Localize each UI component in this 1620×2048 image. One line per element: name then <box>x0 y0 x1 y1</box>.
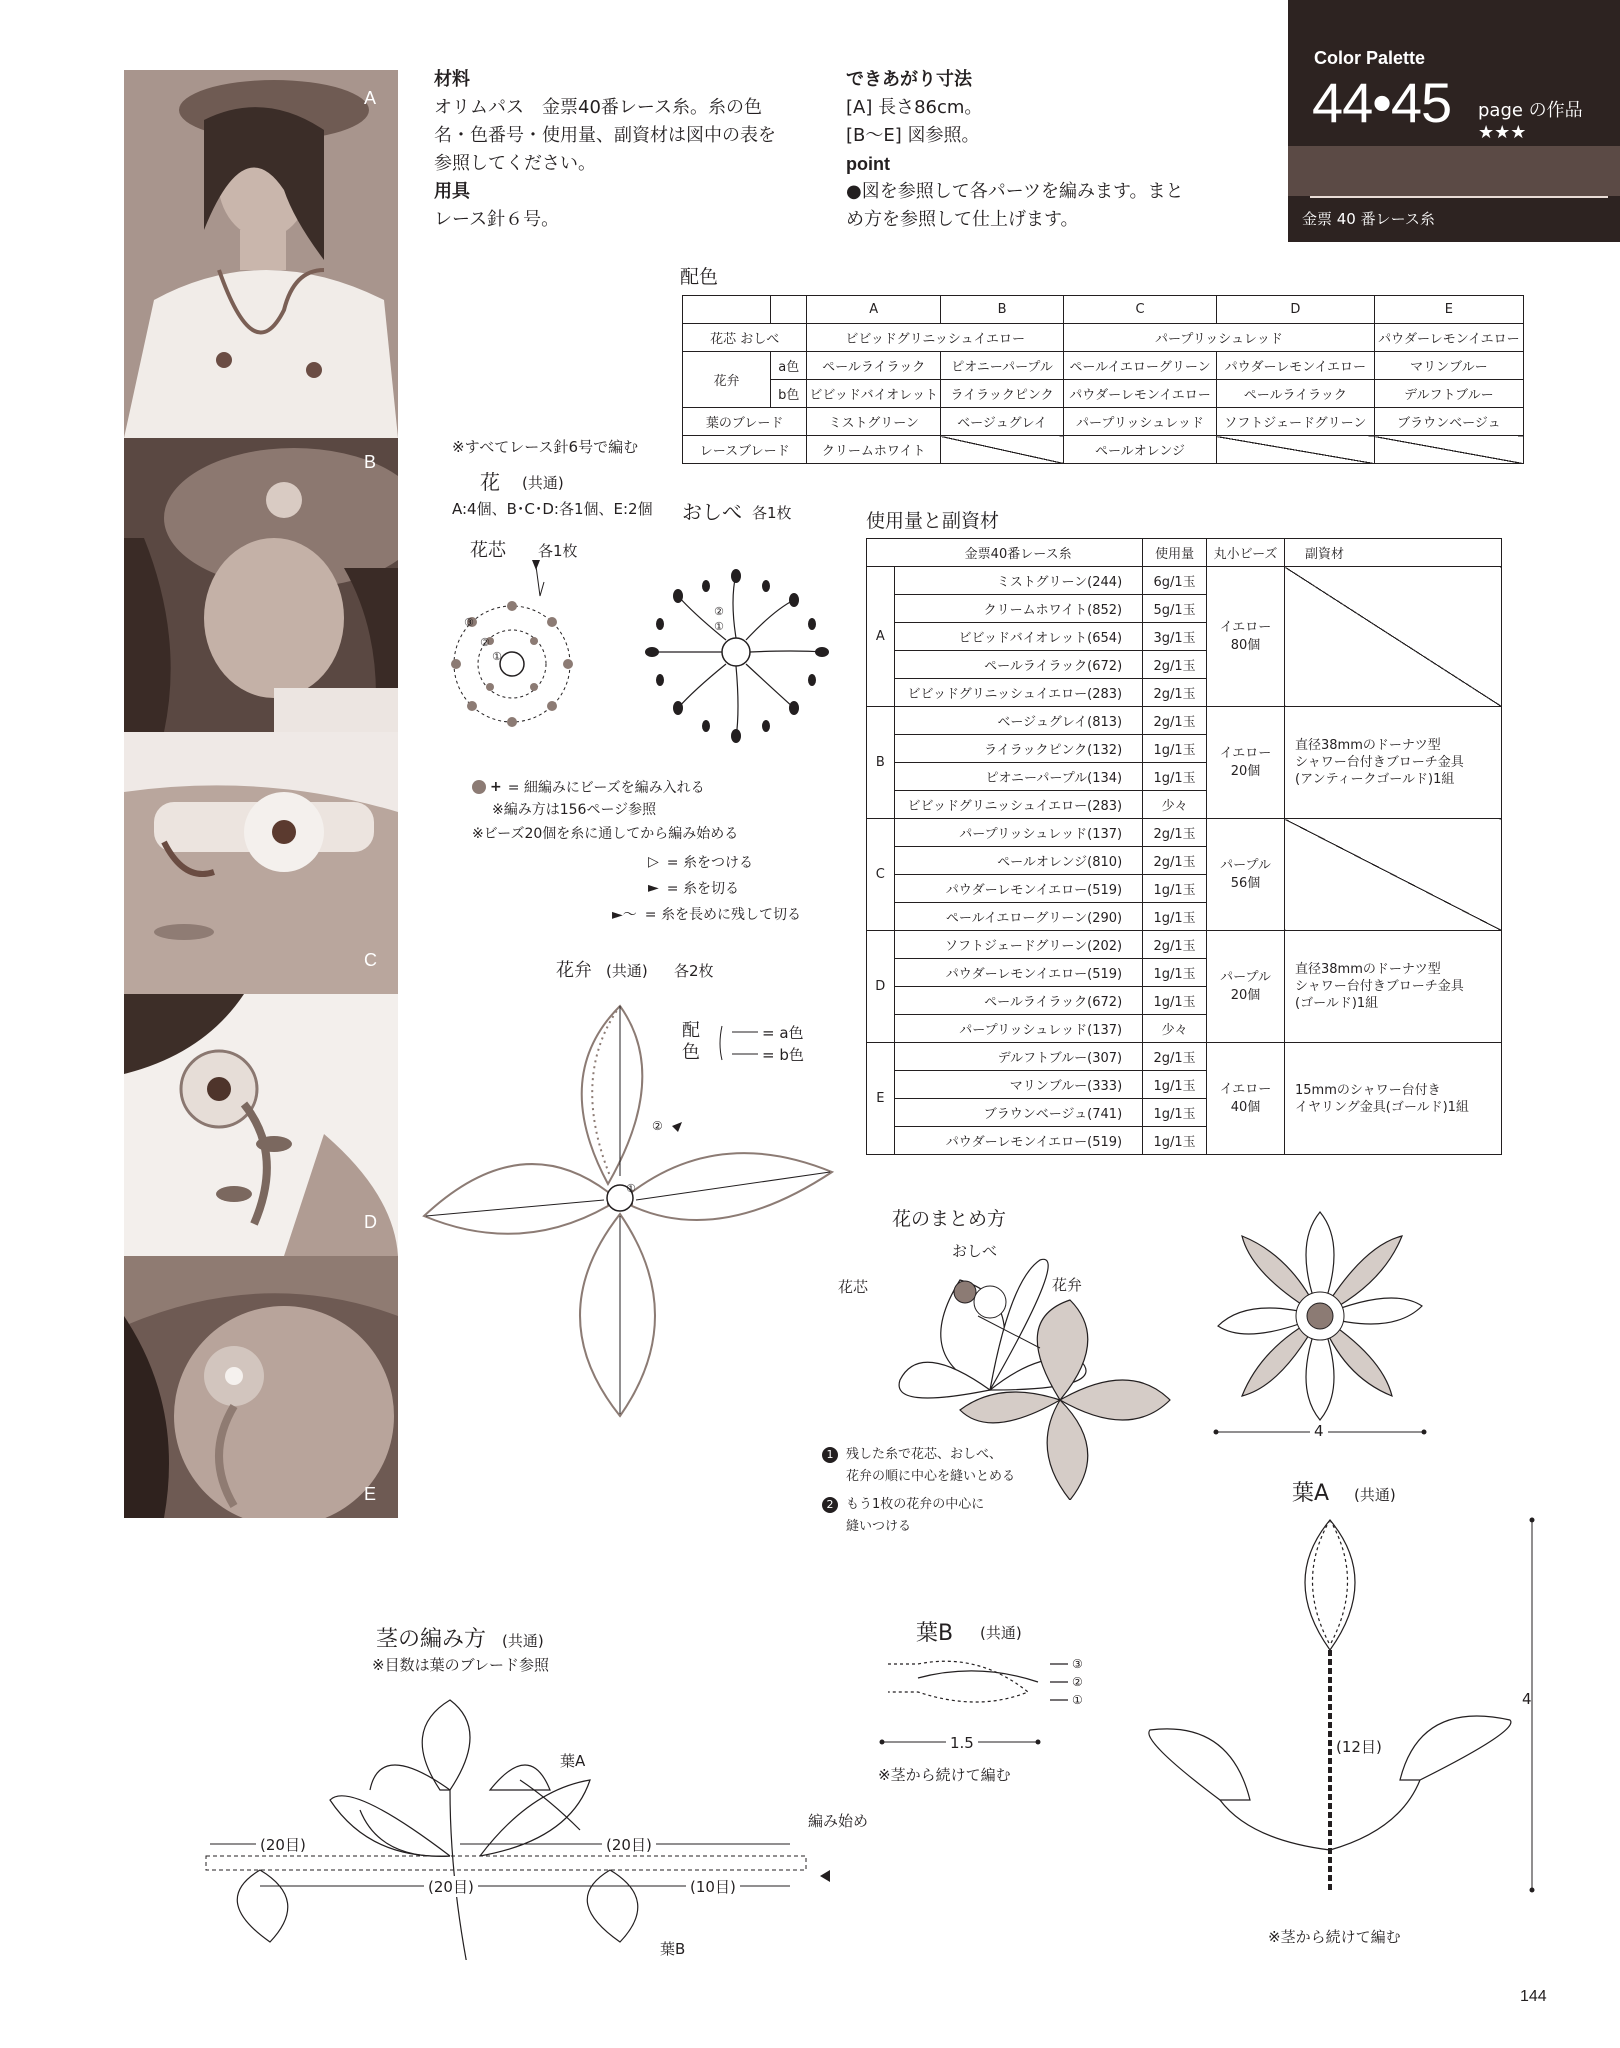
svg-text:②: ② <box>1072 1675 1083 1689</box>
ct-leaf-1: ベージュグレイ <box>941 408 1064 436</box>
ct-petal-label: 花弁 <box>683 352 771 408</box>
ct-lace-d-empty <box>1216 436 1374 464</box>
page-number: 144 <box>1520 1988 1547 2005</box>
cut-long-thread-icon: ►～ <box>612 907 637 923</box>
color-table <box>682 295 1524 464</box>
ut-group-label: B <box>867 707 895 819</box>
bead-stitch-icon <box>472 780 486 794</box>
photo-d <box>124 994 398 1256</box>
svg-text:③: ③ <box>1072 1657 1083 1671</box>
ut-group-label: D <box>867 931 895 1043</box>
svg-text:①: ① <box>626 1182 636 1195</box>
ut-group-label: C <box>867 819 895 931</box>
ut-yarn: ペールライラック(672) <box>894 651 1143 679</box>
ut-beads <box>1207 1043 1285 1155</box>
ut-amount: 1g/1玉 <box>1143 735 1207 763</box>
stem-start-label: 編み始め <box>808 1812 869 1830</box>
ct-head-a: A <box>807 296 941 324</box>
flower-common: (共通) <box>522 474 564 492</box>
ut-yarn: ソフトジェードグリーン(202) <box>894 931 1143 959</box>
photo-b-label: B <box>364 452 377 472</box>
ct-lace-b-empty <box>941 436 1064 464</box>
ut-amount: 1g/1玉 <box>1143 875 1207 903</box>
ut-extra-line: (アンティークゴールド)1組 <box>1295 772 1455 787</box>
point-title: point <box>846 154 890 174</box>
point-line-2: め方を参照して仕上げます。 <box>846 209 1079 230</box>
ut-amount: 1g/1玉 <box>1143 987 1207 1015</box>
ut-amount: 2g/1玉 <box>1143 819 1207 847</box>
ut-beads-line: イエロー <box>1219 1081 1272 1097</box>
center-title: 花芯 <box>470 540 506 561</box>
assembly-step-1 <box>822 1444 1015 1488</box>
materials-line-1: オリムパス 金票40番レース糸。糸の色 <box>434 97 763 118</box>
ut-beads-line: 40個 <box>1230 1099 1261 1115</box>
petal-common: (共通) <box>606 962 648 980</box>
assembly-center-label: 花芯 <box>838 1278 869 1296</box>
flower-counts: A:4個、B･C･D:各1個、E:2個 <box>452 500 653 518</box>
ut-yarn: ビビッドバイオレット(654) <box>894 623 1143 651</box>
photo-e <box>124 1256 398 1518</box>
ct-center-ab: ビビッドグリニッシュイエロー <box>807 324 1064 352</box>
ut-yarn: クリームホワイト(852) <box>894 595 1143 623</box>
ut-amount: 2g/1玉 <box>1143 651 1207 679</box>
photo-e-illustration <box>124 1256 398 1518</box>
ut-yarn: ビビッドグリニッシュイエロー(283) <box>894 791 1143 819</box>
ct-b-3: ペールライラック <box>1216 380 1374 408</box>
legend-cut-long: = 糸を長めに残して切る <box>644 907 801 923</box>
ut-extra-line: 直径38mmのドーナツ型 <box>1295 962 1441 977</box>
photo-a-illustration <box>124 70 398 438</box>
ut-extra <box>1285 567 1502 707</box>
ct-lace-label: レースブレード <box>683 436 807 464</box>
step-2-line-1: もう1枚の花弁の中心に <box>846 1497 985 1512</box>
ct-a-3: パウダーレモンイエロー <box>1216 352 1374 380</box>
ut-yarn: パウダーレモンイエロー(519) <box>894 875 1143 903</box>
ut-extra <box>1285 819 1502 931</box>
ct-lace-c: ペールオレンジ <box>1064 436 1217 464</box>
stem-seg-10: (10目) <box>686 1876 740 1897</box>
ut-amount: 5g/1玉 <box>1143 595 1207 623</box>
ut-extra-line: 直径38mmのドーナツ型 <box>1295 738 1441 753</box>
step-2-line-2: 縫いつける <box>846 1519 912 1534</box>
ut-beads-line: 56個 <box>1230 875 1261 891</box>
usage-table <box>866 538 1502 1155</box>
svg-text:③: ③ <box>464 616 474 629</box>
flower-center-diagram <box>444 556 594 736</box>
photo-b-illustration <box>124 438 398 732</box>
leaf-a-title: 葉A <box>1292 1481 1330 1506</box>
stem-note: ※目数は葉のブレード参照 <box>372 1656 549 1674</box>
ut-extra <box>1285 707 1502 819</box>
ct-head-b: B <box>941 296 1064 324</box>
ut-beads <box>1207 567 1285 707</box>
ct-b-0: ビビッドバイオレット <box>807 380 941 408</box>
photo-e-label: E <box>364 1484 377 1504</box>
finished-flower-diagram <box>1212 1206 1428 1426</box>
header-rule <box>1310 196 1608 198</box>
plus-icon: + <box>490 779 502 795</box>
ut-beads-line: パープル <box>1220 969 1271 985</box>
ct-b-2: パウダーレモンイエロー <box>1064 380 1217 408</box>
svg-text:①: ① <box>492 650 502 663</box>
ut-beads-line: 20個 <box>1230 763 1261 779</box>
assembly-stamen-label: おしべ <box>952 1242 998 1260</box>
flower-dimension: 4 <box>1310 1422 1328 1440</box>
ut-beads <box>1207 707 1285 819</box>
ut-group-label: A <box>867 567 895 707</box>
ut-beads-line: イエロー <box>1219 745 1272 761</box>
ut-extra <box>1285 1043 1502 1155</box>
ct-a-0: ペールライラック <box>807 352 941 380</box>
ut-yarn: ビビッドグリニッシュイエロー(283) <box>894 679 1143 707</box>
ct-head-d: D <box>1216 296 1374 324</box>
ut-yarn: ペールイエローグリーン(290) <box>894 903 1143 931</box>
ut-amount: 1g/1玉 <box>1143 959 1207 987</box>
legend-a-color: = a色 <box>762 1024 804 1042</box>
stem-diagram <box>200 1680 840 1960</box>
petal-title: 花弁 <box>556 960 592 981</box>
tools-text: レース針６号。 <box>434 209 560 230</box>
ut-beads-line: イエロー <box>1219 619 1272 635</box>
ct-head-c: C <box>1064 296 1217 324</box>
size-title: できあがり寸法 <box>846 69 972 90</box>
ut-extra <box>1285 931 1502 1043</box>
ct-leaf-label: 葉のブレード <box>683 408 807 436</box>
ut-amount: 2g/1玉 <box>1143 679 1207 707</box>
legend-bead-thread: ※ビーズ20個を糸に通してから編み始める <box>472 826 739 842</box>
ut-head-yarn: 金票40番レース糸 <box>894 539 1143 567</box>
stamen-count: 各1枚 <box>752 504 792 522</box>
ct-a-color-label: a色 <box>771 352 807 380</box>
svg-text:②: ② <box>652 1119 663 1133</box>
petal-diagram <box>420 996 840 1426</box>
svg-text:②: ② <box>480 636 490 649</box>
ut-amount: 少々 <box>1143 791 1207 819</box>
stem-leaf-a-label: 葉A <box>560 1752 586 1770</box>
ut-amount: 1g/1玉 <box>1143 1071 1207 1099</box>
usage-table-title: 使用量と副資材 <box>866 510 1000 532</box>
svg-text:①: ① <box>714 620 724 633</box>
leaf-a-stitches: (12目) <box>1336 1738 1382 1756</box>
page-range: 44•45 <box>1312 71 1452 134</box>
step-2-icon: 2 <box>822 1497 838 1513</box>
leaf-a-note: ※茎から続けて編む <box>1268 1928 1401 1946</box>
ut-head-amount: 使用量 <box>1143 539 1207 567</box>
photo-c-illustration <box>124 732 398 994</box>
ut-amount: 2g/1玉 <box>1143 707 1207 735</box>
photo-a <box>124 70 398 438</box>
ut-yarn: ピオニーパープル(134) <box>894 763 1143 791</box>
cut-thread-icon: ► <box>648 880 659 896</box>
ut-beads-line: パープル <box>1220 857 1271 873</box>
yarn-type: 金票 40 番レース糸 <box>1302 210 1435 228</box>
center-count: 各1枚 <box>538 542 578 560</box>
ct-leaf-4: ブラウンベージュ <box>1374 408 1523 436</box>
photo-b <box>124 438 398 732</box>
ct-leaf-3: ソフトジェードグリーン <box>1216 408 1374 436</box>
ut-yarn: パウダーレモンイエロー(519) <box>894 959 1143 987</box>
leaf-b-note: ※茎から続けて編む <box>878 1766 1011 1784</box>
ut-group-label: E <box>867 1043 895 1155</box>
ct-b-4: デルフトブルー <box>1374 380 1523 408</box>
size-a: [A] 長さ86cm。 <box>846 97 983 118</box>
ct-head-e: E <box>1374 296 1523 324</box>
ut-head-extra: 副資材 <box>1285 539 1502 567</box>
ut-amount: 2g/1玉 <box>1143 931 1207 959</box>
step-1-line-2: 花弁の順に中心を縫いとめる <box>846 1469 1016 1484</box>
ut-amount: 1g/1玉 <box>1143 903 1207 931</box>
stamen-title: おしべ <box>682 500 742 524</box>
materials-line-2: 名・色番号・使用量、副資材は図中の表を <box>434 125 776 146</box>
stem-common: (共通) <box>502 1632 544 1650</box>
ut-amount: 3g/1玉 <box>1143 623 1207 651</box>
svg-text:①: ① <box>1072 1693 1083 1707</box>
leaf-a-height: 4 <box>1522 1690 1532 1708</box>
ut-extra-line: 15mmのシャワー台付き <box>1295 1082 1441 1098</box>
ut-extra-line: シャワー台付きブローチ金具 <box>1295 979 1464 994</box>
color-palette-title: Color Palette <box>1314 48 1426 68</box>
leaf-a-common: (共通) <box>1354 1486 1396 1504</box>
ct-row-center-label: 花芯 おしべ <box>683 324 807 352</box>
ut-yarn: ライラックピンク(132) <box>894 735 1143 763</box>
materials-title: 材料 <box>434 69 470 90</box>
ut-amount: 2g/1玉 <box>1143 1043 1207 1071</box>
ut-head-beads: 丸小ビーズ <box>1207 539 1285 567</box>
ut-beads <box>1207 931 1285 1043</box>
materials-line-3: 参照してください。 <box>434 153 596 174</box>
haishoku-2: 色 <box>682 1042 700 1063</box>
leaf-a-diagram <box>1120 1510 1550 1910</box>
page-rating: page の作品★★★ <box>1478 100 1583 143</box>
tools-title: 用具 <box>434 181 470 202</box>
haishoku-1: 配 <box>682 1020 700 1041</box>
assembly-title: 花のまとめ方 <box>892 1208 1007 1230</box>
leaf-b-width: 1.5 <box>946 1734 978 1752</box>
ut-yarn: デルフトブルー(307) <box>894 1043 1143 1071</box>
header-band <box>1288 146 1620 196</box>
materials-block <box>434 66 834 234</box>
ut-amount: 6g/1玉 <box>1143 567 1207 595</box>
color-table-title: 配色 <box>680 266 719 288</box>
legend-block <box>472 775 801 927</box>
size-block <box>846 66 1246 234</box>
ct-b-color-label: b色 <box>771 380 807 408</box>
ut-amount: 1g/1玉 <box>1143 763 1207 791</box>
ut-extra-line: イヤリング金具(ゴールド)1組 <box>1295 1099 1469 1115</box>
ct-center-cd: パープリッシュレッド <box>1064 324 1375 352</box>
ct-a-1: ピオニーパープル <box>941 352 1064 380</box>
photo-d-label: D <box>364 1212 377 1232</box>
legend-attach: = 糸をつける <box>666 855 753 871</box>
flower-title: 花 <box>480 470 500 494</box>
leaf-b-title: 葉B <box>916 1621 954 1646</box>
ct-lace-a: クリームホワイト <box>807 436 941 464</box>
ut-yarn: パープリッシュレッド(137) <box>894 1015 1143 1043</box>
ct-a-4: マリンブルー <box>1374 352 1523 380</box>
point-line-1: ●図を参照して各パーツを編みます。まと <box>846 181 1184 202</box>
ut-extra-line: シャワー台付きブローチ金具 <box>1295 755 1464 770</box>
ct-b-1: ライラックピンク <box>941 380 1064 408</box>
ut-yarn: ペールライラック(672) <box>894 987 1143 1015</box>
stem-seg-20a: (20目) <box>256 1834 310 1855</box>
ut-amount: 少々 <box>1143 1015 1207 1043</box>
size-be: [B～E] 図参照。 <box>846 125 980 146</box>
step-1-icon: 1 <box>822 1447 838 1463</box>
stem-title: 茎の編み方 <box>376 1627 487 1652</box>
ut-yarn: ミストグリーン(244) <box>894 567 1143 595</box>
assembly-step-2 <box>822 1494 984 1538</box>
photo-a-label: A <box>364 88 377 108</box>
stem-leaf-b-label: 葉B <box>660 1940 686 1958</box>
ct-a-2: ペールイエローグリーン <box>1064 352 1217 380</box>
ut-extra-line: (ゴールド)1組 <box>1295 996 1379 1011</box>
legend-cut: = 糸を切る <box>666 881 739 897</box>
ut-amount: 1g/1玉 <box>1143 1127 1207 1155</box>
legend-ref: ※編み方は156ページ参照 <box>492 802 657 818</box>
stem-seg-20c: (20目) <box>424 1876 478 1897</box>
ct-leaf-0: ミストグリーン <box>807 408 941 436</box>
ct-lace-e-empty <box>1374 436 1523 464</box>
ut-yarn: マリンブルー(333) <box>894 1071 1143 1099</box>
photo-c-label: C <box>364 950 377 970</box>
leaf-b-diagram <box>878 1652 1108 1762</box>
ct-leaf-2: パープリッシュレッド <box>1064 408 1217 436</box>
step-1-line-1: 残した糸で花芯、おしべ、 <box>846 1447 1003 1462</box>
ut-amount: 1g/1玉 <box>1143 1099 1207 1127</box>
legend-bead-in: = 細編みにビーズを編み入れる <box>507 780 705 796</box>
stem-seg-20b: (20目) <box>602 1834 656 1855</box>
note-all-hook: ※すべてレース針6号で編む <box>452 438 639 456</box>
petal-count: 各2枚 <box>674 962 714 980</box>
assembly-petal-label: 花弁 <box>1052 1276 1083 1294</box>
ct-center-e: パウダーレモンイエロー <box>1374 324 1523 352</box>
photo-c <box>124 732 398 994</box>
attach-thread-icon: ▷ <box>648 854 659 870</box>
ut-beads <box>1207 819 1285 931</box>
ut-yarn: ペールオレンジ(810) <box>894 847 1143 875</box>
ut-yarn: ブラウンベージュ(741) <box>894 1099 1143 1127</box>
legend-b-color: = b色 <box>762 1046 804 1064</box>
photo-d-illustration <box>124 994 398 1256</box>
ut-beads-line: 20個 <box>1230 987 1261 1003</box>
ut-yarn: パープリッシュレッド(137) <box>894 819 1143 847</box>
ut-amount: 2g/1玉 <box>1143 847 1207 875</box>
stamen-diagram <box>644 560 844 760</box>
svg-text:②: ② <box>714 605 724 618</box>
ut-beads-line: 80個 <box>1230 637 1261 653</box>
ut-yarn: パウダーレモンイエロー(519) <box>894 1127 1143 1155</box>
ut-yarn: ベージュグレイ(813) <box>894 707 1143 735</box>
leaf-b-common: (共通) <box>980 1624 1022 1642</box>
